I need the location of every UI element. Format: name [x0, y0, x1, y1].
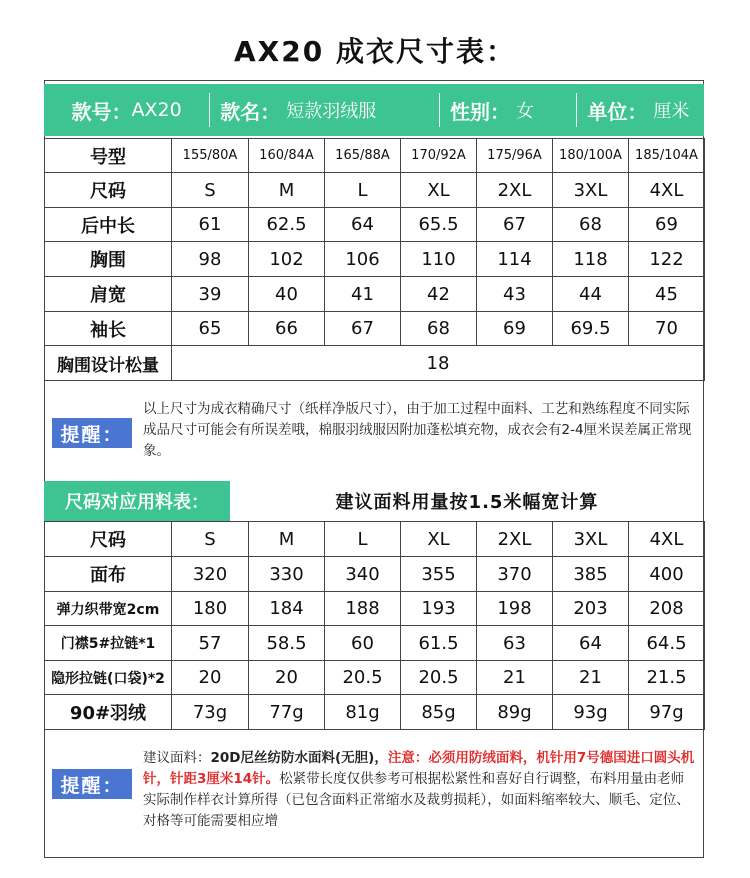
table-cell: 3XL	[553, 173, 629, 208]
divider	[209, 93, 210, 127]
table-cell: M	[249, 173, 325, 208]
fabric-suggestion-label: 建议面料：	[143, 750, 211, 766]
table-cell: 89g	[477, 695, 553, 730]
reminder-text: 以上尺寸为成衣精确尺寸（纸样净版尺寸），由于加工过程中面料、工艺和熟练程度不同实际成品尺寸可能会有所误差哦，棉服羽绒服因附加蓬松填充物，成衣会有2-4厘米误差属正常现象。	[143, 401, 692, 459]
row-label: 胸围	[45, 242, 172, 277]
table-cell: L	[325, 522, 401, 557]
row-label: 90#羽绒	[45, 695, 172, 730]
table-cell: 370	[477, 557, 553, 592]
table-cell: 165/88A	[325, 139, 401, 173]
table-cell: 180/100A	[553, 139, 629, 173]
table-cell: 66	[249, 312, 325, 346]
table-row	[45, 312, 705, 346]
table-row	[45, 242, 705, 277]
row-label: 号型	[45, 139, 172, 173]
table-cell: 110	[401, 242, 477, 277]
table-cell: 68	[401, 312, 477, 346]
table-row	[45, 695, 705, 730]
table-cell: 93g	[553, 695, 629, 730]
table-cell: 4XL	[629, 173, 705, 208]
table-cell: 193	[401, 592, 477, 626]
row-label: 袖长	[45, 312, 172, 346]
ease-value: 18	[172, 346, 705, 381]
table-cell: 2XL	[477, 522, 553, 557]
table-cell: 57	[172, 626, 249, 661]
unit	[577, 84, 704, 136]
table-cell: 67	[477, 208, 553, 242]
table-cell: 98	[172, 242, 249, 277]
table-row	[45, 557, 705, 592]
table-cell: 45	[629, 277, 705, 312]
gender-value: 女	[515, 101, 534, 122]
table-cell: 2XL	[477, 173, 553, 208]
table-cell: 180	[172, 592, 249, 626]
note-remainder: 松紧带长度仅供参考可根据松紧性和喜好自行调整，布料用量由老师实际制作样衣计算所得（已包含面料正常缩水及裁剪损耗），如面料缩率较大、顺毛、定位、对格等可能需要相应增	[143, 771, 690, 829]
style-no-value: AX20	[131, 99, 182, 121]
table-row	[45, 173, 705, 208]
ease-row	[45, 346, 705, 381]
row-label: 隐形拉链(口袋)*2	[45, 661, 172, 695]
table-row	[45, 626, 705, 661]
unit-value: 厘米	[653, 101, 690, 122]
divider	[576, 93, 577, 127]
table-cell: 61	[172, 208, 249, 242]
gender	[440, 84, 576, 136]
table-cell: 65.5	[401, 208, 477, 242]
table-cell: 20.5	[325, 661, 401, 695]
table-cell: 175/96A	[477, 139, 553, 173]
table-row	[45, 208, 705, 242]
table-cell: 385	[553, 557, 629, 592]
table-cell: XL	[401, 173, 477, 208]
spec-header-bar	[44, 84, 704, 136]
table-cell: 102	[249, 242, 325, 277]
table-cell: 208	[629, 592, 705, 626]
reminder-badge-2: 提醒：	[52, 769, 132, 799]
style-no-label: 款号：	[71, 99, 132, 124]
table-cell: 340	[325, 557, 401, 592]
row-label: 尺码	[45, 522, 172, 557]
ease-label: 胸围设计松量	[45, 346, 172, 381]
table-cell: 40	[249, 277, 325, 312]
material-section-note: 建议面料用量按1.5米幅宽计算	[335, 492, 599, 513]
table-cell: 198	[477, 592, 553, 626]
table-cell: 21	[553, 661, 629, 695]
divider	[439, 93, 440, 127]
table-cell: 60	[325, 626, 401, 661]
table-cell: 68	[553, 208, 629, 242]
style-name-value: 短款羽绒服	[286, 101, 377, 122]
material-section-label: 尺码对应用料表：	[44, 481, 230, 521]
table-cell: 20	[172, 661, 249, 695]
table-cell: 188	[325, 592, 401, 626]
table-cell: 355	[401, 557, 477, 592]
reminder-text-2	[143, 748, 695, 832]
table-cell: 3XL	[553, 522, 629, 557]
style-name	[210, 84, 439, 136]
table-cell: 184	[249, 592, 325, 626]
table-cell: 97g	[629, 695, 705, 730]
warning-text: 注意：必须用防绒面料，机针用7号德国进口圆头机针，针距3厘米14针。	[143, 750, 695, 787]
table-cell: 114	[477, 242, 553, 277]
table-row	[45, 592, 705, 626]
table-cell: 106	[325, 242, 401, 277]
table-cell: S	[172, 522, 249, 557]
table-cell: 320	[172, 557, 249, 592]
table-cell: 62.5	[249, 208, 325, 242]
table-cell: 43	[477, 277, 553, 312]
table-row	[45, 139, 705, 173]
style-no	[44, 84, 209, 136]
table-cell: 20.5	[401, 661, 477, 695]
table-cell: 69.5	[553, 312, 629, 346]
table-cell: 70	[629, 312, 705, 346]
row-label: 尺码	[45, 173, 172, 208]
table-cell: 20	[249, 661, 325, 695]
table-cell: 73g	[172, 695, 249, 730]
table-cell: 4XL	[629, 522, 705, 557]
table-cell: 42	[401, 277, 477, 312]
table-cell: 58.5	[249, 626, 325, 661]
row-label: 弹力织带宽2cm	[45, 592, 172, 626]
table-cell: L	[325, 173, 401, 208]
row-label: 面布	[45, 557, 172, 592]
table-cell: 41	[325, 277, 401, 312]
table-cell: 118	[553, 242, 629, 277]
table-cell: S	[172, 173, 249, 208]
gender-label: 性别：	[449, 99, 510, 124]
fabric-suggestion: 20D尼丝纺防水面料(无胆)，	[210, 750, 388, 766]
table-cell: 185/104A	[629, 139, 705, 173]
table-cell: 21.5	[629, 661, 705, 695]
table-cell: 330	[249, 557, 325, 592]
table-cell: 64	[325, 208, 401, 242]
table-cell: 160/84A	[249, 139, 325, 173]
size-table	[44, 138, 705, 381]
table-cell: 65	[172, 312, 249, 346]
row-label: 后中长	[45, 208, 172, 242]
table-cell: 69	[629, 208, 705, 242]
table-row	[45, 661, 705, 695]
table-cell: 61.5	[401, 626, 477, 661]
row-label: 肩宽	[45, 277, 172, 312]
style-name-label: 款名：	[220, 99, 281, 124]
table-cell: 39	[172, 277, 249, 312]
row-label: 门襟5#拉链*1	[45, 626, 172, 661]
table-cell: 44	[553, 277, 629, 312]
table-cell: 21	[477, 661, 553, 695]
page-title: AX20 成衣尺寸表：	[234, 35, 516, 68]
table-cell: 170/92A	[401, 139, 477, 173]
table-cell: 400	[629, 557, 705, 592]
table-row	[45, 522, 705, 557]
table-row	[45, 277, 705, 312]
table-cell: 77g	[249, 695, 325, 730]
table-cell: XL	[401, 522, 477, 557]
table-cell: 122	[629, 242, 705, 277]
table-cell: 63	[477, 626, 553, 661]
table-cell: 81g	[325, 695, 401, 730]
table-cell: 203	[553, 592, 629, 626]
table-cell: 67	[325, 312, 401, 346]
table-cell: 85g	[401, 695, 477, 730]
table-cell: 155/80A	[172, 139, 249, 173]
table-cell: M	[249, 522, 325, 557]
unit-label: 单位：	[587, 99, 648, 124]
table-cell: 64.5	[629, 626, 705, 661]
material-table	[44, 521, 705, 730]
table-cell: 64	[553, 626, 629, 661]
reminder-badge: 提醒：	[52, 418, 132, 448]
table-cell: 69	[477, 312, 553, 346]
